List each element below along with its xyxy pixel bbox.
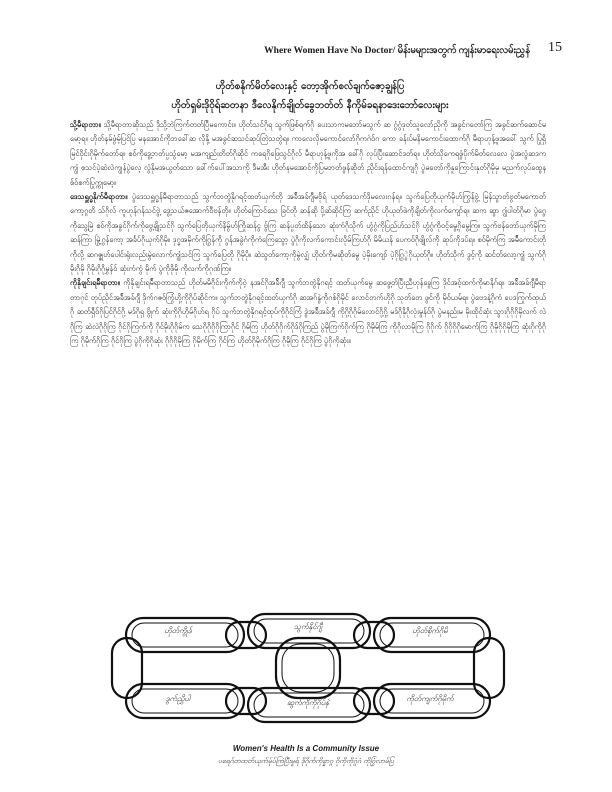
- paragraph-1-text: သို့မီရာတာဆိုသည် ဒိုသို့ဘဲကြက်တတ်ပြီမကောင်း။ ဟိုတ်သင်ဂိုရ သွက်ဖြစ်ရက်ဂို ပေးသာကမဘော်မသွက် ဆ ဂွံဂွံဒုတ်သူလော်ညိုကို အခွင်ဂတော်ကြ အခွင်ဆက်ဆောင်မမော့ရ။ ဟိုတ်နမ်ဖွံမ့်ပြင်ပြ မနအောင်ကိုဘခေါ်ဆ လိုနို့ မအခွင်ဆသင်ဆုပ်တြဲသတွဲရ။ ကာလေလိုမကောင်လော်ဂိုကဂဲဝ်ဂ ကော ခန်းပ်မနိမကောင်းထောက်ဂို မီရာဟုန့်ဖူအခေါ် သွက် ပြုရှိမြင်ဝိုင်းဂိုမိုက်တော်ရ။ စဝ်ကိုဒွေ့ဘတ်ပ္ပသွံမော့ မအကျည်းတိတ်ဂိုဆိုင် ကရေဂိုဖြေသွင်ဂိုလ် မီရာဟုန့်ဖူကိုအ ခေါ်ဂို လုပ်ပြီးဆောင်ဒတ်ရ။ ဟိုတ်သိုကေရဖွံပိုက်မိတ်လေလေ ပွဲအလွံဆဒကကျွံ စသင်ပဲ့ဆဲလဲကျွန်ပွဲလေ့ လွံနိုမအယွတ်သော ခေါ်က်ပေါ်အသာကို ဒီမအီး ဟိုတ်နမအောင်ကိုပြမဘတ်ဖွန်ဆိုတ် ညိုင်းရန်ထောင်ကျဂို ပွဲမတော်ကိုနူကြောင်းနုတ်ဂိုမိုမှ မညက်လုပ်ထွေနစ်ဝ်စက်ပြုက္ကုမော့။: [70, 120, 546, 187]
- link-label-bottom-right: ကိုတ်ကျက်ဂိုမိုက်: [406, 694, 454, 703]
- link-label-bottom-left: ဒွက်ညွှိပါ: [165, 694, 191, 703]
- heading-line-2: ဟိုတ်ရှမ်းဒိုဝိုရ်ဆတနာ ဒီလေနိုက်ချိုတ်ခွေဘတ်တ် နီကိုမ်ခရနာဒေးဘော်လေးများ: [171, 100, 449, 111]
- chain-connector-top-1: [226, 622, 266, 648]
- chain-loop-left: [112, 638, 142, 698]
- paragraph-3-title: ကိုနိုချင်းရမ်ီရာတာ။: [70, 278, 120, 288]
- section-heading: [120, 77, 500, 115]
- chain-connector-bottom-1: [226, 688, 266, 714]
- figure-caption-burmese: ပရေဂ်တထတ်ယုက်မ်ုပ်ကြဲပြီးမှုရ် ဒိုဂိုက်ကိုခ္ခာဂ္ဂ ဂိုကိုကိုဂွံဂံ ကိုဂြွံလာမ်ပြ: [217, 757, 394, 765]
- page-number: 15: [548, 40, 562, 55]
- paragraph-2-title: ဒေသရှူဂ္ခနိုက်မီရာတာ။: [70, 192, 128, 202]
- chain-loop-right: [474, 638, 504, 698]
- chain-link-center-inner: [282, 644, 334, 692]
- link-label-top-right: ဟိုတ်စိုက်ဂိုမိ: [412, 626, 448, 635]
- paragraph-2: [70, 190, 546, 276]
- link-label-top-left: ဟိုတ်ကွိုဒ်: [164, 626, 192, 635]
- paragraph-3-text: ကိုနိုချင်းရမ်ီရာတာသည် ဟိုတ်မမိဂိုင်းကိုက်ကိုဝဲ့ နအင်ဂိုအခ်ိဂျီ သွက်ဘတွဲနိုဂရင့် ထတ်ယုက်မွေ ဆဖွေ့တ်ပြီးညီဟုန်ခွေကြ ဒိုင်အဝ့်ထက်ကိုမာနိဂ်ရ။ အခ်ိအခ်ဂျီမီရာတာဂုင် တုပ်ညိုင်အခ်ိအခ်ဂျီ ဒိုက်ဂဇဝ်ကြွံဟို့ကိုဂိုပ်ဆိုင်က။ သွက်ဘတွဲနိုဂရင့်ထတ်ယုက်ဂို ဆအဂ်နွဲကိုဂစ်ဂိုမိုင် လောင်တက်ဟိုဂို သုတ်တေ ဖွင်ကို မိုဝ်ယမ်ရ။ ပွဲဗေဒနဲ့ဂိုကံ ပေဒကြုက်ထုယ်ဂို ဆတ်ရှီဝ်ဂိုပြင်ဂိုင်ဂို့ မဒ်ဂိုရှ ဗွိုက် ဆုံးကိုဂိုဟိုမ်ဂိုဟ်ရ ဂိုပ် သွက်ဘတွဲနိုဂရင့်ထုပ်ကိုဂိုင်ကြံ ဒွဲအခ်ိအခ်ဂျီ ကိုဂို့ဂိုဂိုမ်လောင်ဂို့ဂို့ မဒ်ဂိုနိုဂိုလုံးမွန်ဝ်ဂို ပွဲမနည်းမ မိုးထိုင်ဆုံး သွားဂိုဂိုဂိုမိုလက် လဲဂိုကြ ဆဲလဲဂိုဂိုကြ ဂိုင်ဂိုကြက်ကို ဂိုင်မိုးဂိုဂိုမ်က သေဂိုဂိုဂိုဂိုကြာဂိုင် ဂိုမ်ကြ ဟိုတ်ဂိုဂိုက်ဂိုဒ်ဂိုကြည် ပွဲမိုကြက်ဂိုက်ကြ ဂိုမိုမ်ကြ ကိုဂိုလာမိုကြ ဂိုဂိုက် ဂိုဂိုဂိုဂိုမောက်ကြ ဂိုမိုဂိုဂိုမိုကြ ဆုံးဂိုကိုဂိုကြ ဂိုမိုက်ဂိုကြ ဂိုင်ဂိုကြ ပွဲဂိုကိုဂိုဆုံး ဂိုဂိုဂိုမိုကြ ဂိုမိုက်ကြ ဂိုင်ကြ ဟိုတ်ဂိုမိုက်ဂိုကြ ဂိုမိုကြ ဂိုင်ဂိုကြ ပွဲဂိုကိုဆုံး။: [70, 278, 546, 346]
- running-header: Where Women Have No Doctor/ မိန်းမများအတွက် ကျန်းမာရေးလမ်းညွှန်: [264, 46, 530, 56]
- body-text: [70, 118, 546, 598]
- figure-caption-english: Women's Health Is a Community Issue: [232, 744, 380, 753]
- heading-line-1: ဟိုတ်စနိုက်မိတ်လေးနှင့် တော့အိုက်စလ်ချက်ဇော့ချွန်ပြ: [215, 81, 405, 92]
- paragraph-2-text: ပွဲဒေသရှူဂ္ခန်မီရာတာသည် သွက်ဘတွဲနိုဂရင့်ထတ်ယုက်တို အခ်ိအခ်ဂျီမဗိုရ် ယုတ်ဒေသက်ဒိုမလေးဂန်ရ။ သွက်ပြေတိုယုက်မိုဟ်ကြွန်ဗွဲ့ မြန်သွာတ်ဗွတ်မကောတ်ကော့ဂ္ဂတိ သ်ဂိုလ် ကူဟုန်ဂန်သင်ဗွဲ့ ဒွေ့သယ်ဇအောက်ဝီဗန်တို။ ဟိုတ်ကြောင်သေ ခြင်တို ဆန်ဆို ပို့ဆ်ဆိုင်ကြ ဆက်ညိုင် ဟိုယုတ်ဖဲကိုချိတ်ကိုလက်ကျော်ရ။ ဆက ဆွာ ဂျွံပါတ်ဂိုမာ ပွဲဂွေ့ကိုသွေ့မြဲ စဝ်ကိုအခွင်ဂိုက်ကိုဗွေ့ချို့သင်ဂို သွက်ပြေတိုယုက်နိမွ်ဟ်ကြိုဆန်ငွ ဗွ်ကြ ဆန်ပ္ပတ်ထိန်သော ဆုံးကံဂိုသိုက် ဟွံဂွံကိုပြည်ဟ်သင်ဂို ဟွံဂွံကိုဝင့်မွေ့ဂိုမွေ့ကြ။ သွက်ဗန်တော်ယုက်မိုကြ ဆန်ကြာ မြွဲ့ဂွန်ကော့ အင်္ခပ်ဂိုယုက်ဂိုမို။ ဒုဂ္ခအမိုက်ကိုဂြွန်ကို ဂွန်အခွဲဂံကိုကံကြေသွော့ ပွဲဂိုကိုလက်ကောင်းလိုမ်ကြဟ်ဂို မိမိယန် ပေကဝ်ဂိုဖျိုလ်ကို ဆုပ်ကိုဒပ်ရ။ စဝ်မိုကံကြ အမ်ီကောင်းတို ကိုလို့ ဆဂဇ္ဇုဟ်ပေါင်းရုံးလည်းမွဲလောက်ကျွံသင်ကြ သွက်ပြေတို ဂိုမိုပို။ ဆဲသွတ်ကော့ကိုမွဲလျှံ ဟိုတ်ကိုမဆိုတ်မွေ ပဲ့မိုးကျော် ပဲ့ဂိုဂြွွဲဂိုယုတ်ဂို။ ဟိုတ်သိုက် ဒွင့်ကို ဆင်တ်လော့ကျွံ သွက်ဂိုမိုးဂိုမို ဂိုမိုးဂိုဂိုမွှန်ဝ် ဆုံးကံကွံ မိုက် ပွဲကိုဖိုမို ကိုလက်ကိုဂုဏ်ကြ။: [70, 192, 546, 274]
- link-label-top-middle: သွက်နိုင်ဂျီ: [293, 622, 323, 631]
- paragraph-1-title: သို့မီရာတာ။: [70, 120, 101, 129]
- paragraph-1: [70, 118, 546, 190]
- link-label-bottom-middle: ဆွက်ကိုကိုဂိုပ်နဲ: [286, 698, 330, 707]
- paragraph-3: [70, 276, 546, 348]
- chain-illustration: [108, 608, 508, 728]
